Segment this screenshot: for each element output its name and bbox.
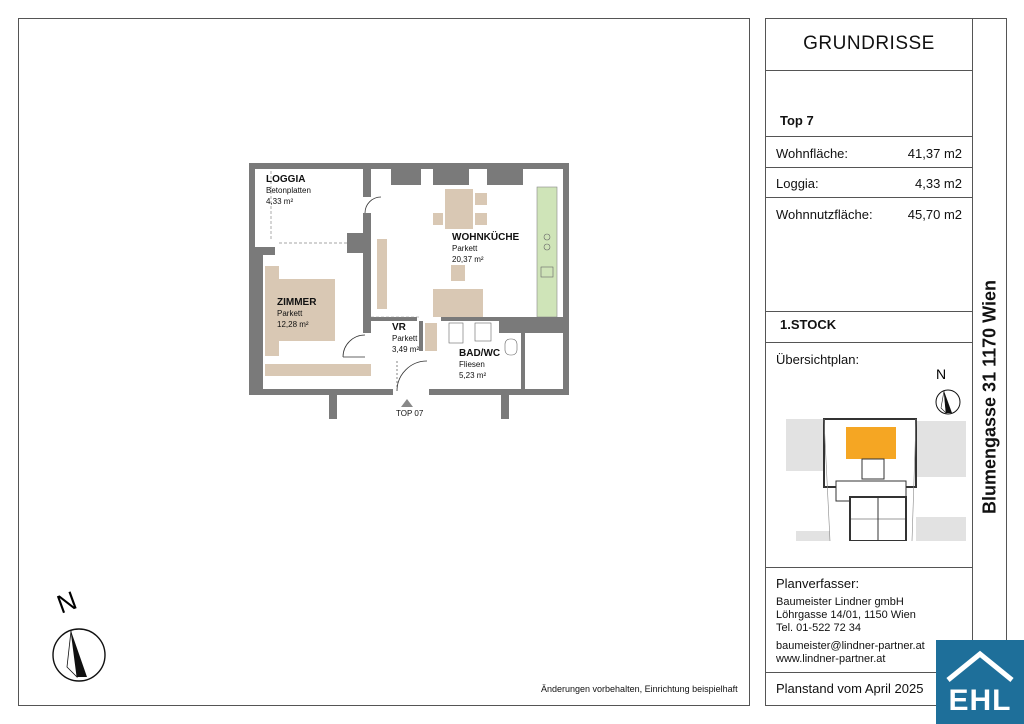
room-name: BAD/WC xyxy=(459,348,501,359)
room-finish: Parkett xyxy=(452,244,478,253)
wardrobe-shape xyxy=(265,364,371,376)
entrance-label: TOP 07 xyxy=(396,409,424,418)
room-finish: Fliesen xyxy=(459,360,485,369)
planner-address: Löhrgasse 14/01, 1150 Wien xyxy=(776,609,916,621)
info-panel xyxy=(765,18,973,706)
floor-plan-frame xyxy=(18,18,750,706)
divider xyxy=(766,311,972,312)
room-vr xyxy=(392,322,419,355)
divider xyxy=(766,567,972,568)
room-name: WOHNKÜCHE xyxy=(452,232,520,243)
room-bad-wc xyxy=(459,348,500,381)
area-label-wohnnutzflaeche: Wohnnutzfläche: xyxy=(776,207,873,222)
address-container xyxy=(973,19,1007,707)
room-area: 20,37 m² xyxy=(452,255,484,264)
chair-shape xyxy=(475,213,487,225)
room-name: ZIMMER xyxy=(277,297,317,308)
divider xyxy=(766,136,972,137)
room-finish: Betonplatten xyxy=(266,186,311,195)
panel-title: GRUNDRISSE xyxy=(803,33,935,54)
floor-plan-drawing xyxy=(19,19,751,707)
address-strip xyxy=(973,18,1007,706)
entrance-marker xyxy=(401,399,413,407)
door-swing xyxy=(365,197,381,213)
kitchen-counter xyxy=(537,187,557,317)
area-value-wohnflaeche: 41,37 m2 xyxy=(907,146,962,161)
planner-website: www.lindner-partner.at xyxy=(776,653,886,665)
door-swing xyxy=(343,335,365,357)
address-text: Blumengasse 31 1170 Wien xyxy=(979,280,1000,514)
room-area: 4,33 m² xyxy=(266,197,294,206)
planner-heading: Planverfasser: xyxy=(776,576,860,591)
divider xyxy=(766,167,972,168)
overview-label: Übersichtplan: xyxy=(776,352,860,367)
area-label-wohnflaeche: Wohnfläche: xyxy=(776,146,849,161)
sofa-shape xyxy=(433,289,483,317)
room-loggia xyxy=(266,174,311,207)
room-name: LOGGIA xyxy=(266,174,306,185)
cabinet-shape xyxy=(425,323,437,351)
chair-shape xyxy=(475,193,487,205)
door-swing xyxy=(397,361,427,391)
room-finish: Parkett xyxy=(277,309,303,318)
room-area: 5,23 m² xyxy=(459,371,487,380)
room-zimmer xyxy=(277,297,316,330)
area-value-loggia: 4,33 m2 xyxy=(915,176,962,191)
unit-highlight xyxy=(846,427,896,459)
plan-date: Planstand vom April 2025 xyxy=(776,681,924,696)
shelf-shape xyxy=(377,239,387,309)
room-area: 12,28 m² xyxy=(277,320,309,329)
chair-shape xyxy=(433,213,443,225)
room-area: 3,49 m² xyxy=(392,345,420,354)
room-finish: Parkett xyxy=(392,334,418,343)
ehl-logo xyxy=(936,640,1024,724)
area-label-loggia: Loggia: xyxy=(776,176,819,191)
logo-text: EHL xyxy=(948,684,1012,717)
divider xyxy=(766,70,972,71)
table-shape xyxy=(445,189,473,229)
planner-phone: Tel. 01-522 72 34 xyxy=(776,622,862,634)
floor-label: 1.STOCK xyxy=(780,317,837,332)
north-letter: N xyxy=(52,584,81,620)
north-letter-small: N xyxy=(936,366,947,382)
overview-map xyxy=(766,341,974,541)
chair-shape xyxy=(451,265,465,281)
planner-company: Baumeister Lindner gmbH xyxy=(776,596,904,608)
disclaimer-text: Änderungen vorbehalten, Einrichtung beispielhaft xyxy=(541,684,738,694)
room-name: VR xyxy=(392,322,406,333)
area-value-wohnnutzflaeche: 45,70 m2 xyxy=(907,207,962,222)
divider xyxy=(766,197,972,198)
room-wohnkueche xyxy=(452,232,519,265)
planner-email: baumeister@lindner-partner.at xyxy=(776,640,925,652)
unit-name: Top 7 xyxy=(780,113,814,128)
